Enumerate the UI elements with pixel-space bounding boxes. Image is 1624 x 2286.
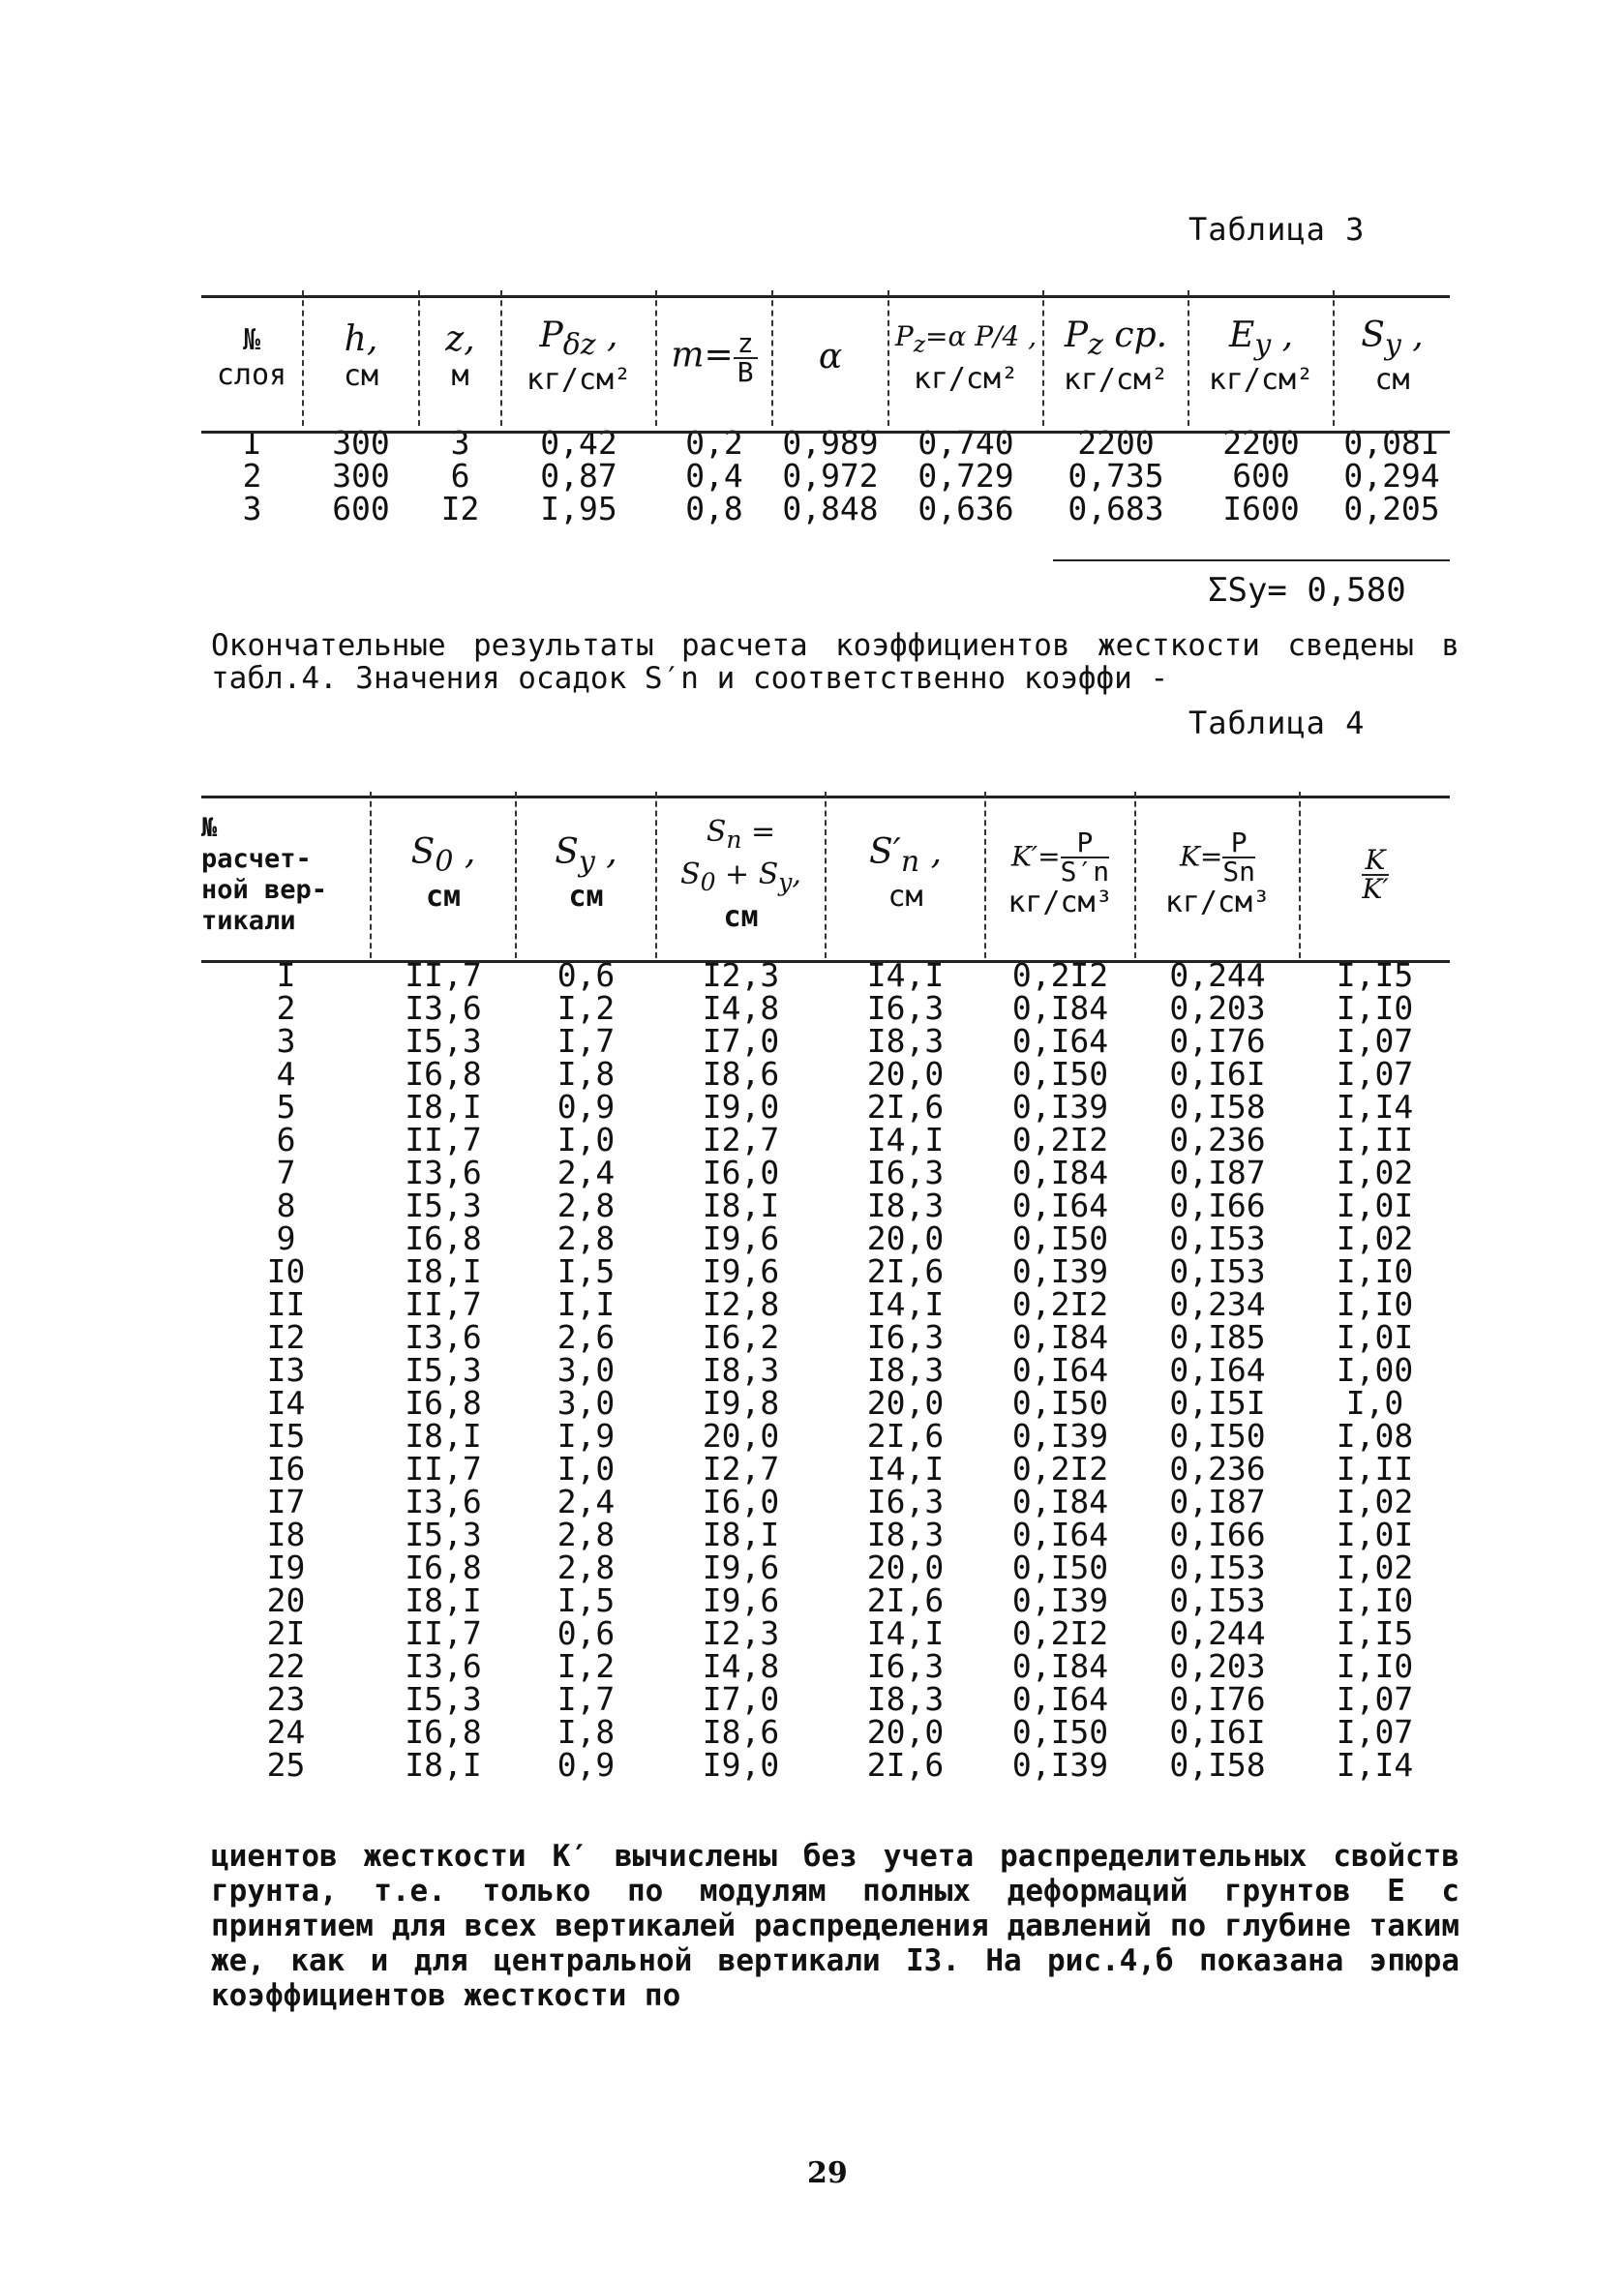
- t3-cell: 300: [332, 456, 390, 495]
- table4-row: [201, 1649, 1450, 1682]
- t4-cell: I8,3: [866, 1186, 945, 1224]
- t4-cell: 0,I50: [1011, 1383, 1109, 1422]
- t4-cell: I,8: [556, 1712, 616, 1751]
- t4-cell: I7: [266, 1482, 306, 1520]
- t4-cell: 20,0: [702, 1416, 780, 1455]
- t3-cell: 0,294: [1343, 456, 1440, 495]
- t4-cell: I,9: [556, 1416, 616, 1455]
- t3-cell: 6: [450, 456, 470, 495]
- table3-bottom-rule: [1053, 559, 1450, 561]
- t4-cell: 0,I5I: [1169, 1383, 1266, 1422]
- t4-cell: 0,2I2: [1011, 1120, 1109, 1158]
- t4-cell: I6,0: [702, 1482, 780, 1520]
- t4-cell: 20: [266, 1580, 306, 1619]
- t3-header-m: m= $\frac{z}{B}$: [656, 290, 772, 426]
- t3-cell: 3: [242, 489, 262, 527]
- t4-cell: I8,6: [702, 1054, 780, 1093]
- t4-cell: I8,I: [702, 1186, 780, 1224]
- t4-cell: 0,I66: [1169, 1515, 1266, 1553]
- t4-cell: I5: [266, 1416, 306, 1455]
- t4-cell: I4: [266, 1383, 306, 1422]
- t4-cell: 0,9: [556, 1745, 616, 1784]
- t4-cell: I9: [266, 1548, 306, 1586]
- t3-cell: I: [242, 423, 262, 462]
- table3-row: [201, 492, 1450, 525]
- t4-cell: I4,I: [866, 1284, 945, 1323]
- t4-cell: I2,7: [702, 1120, 780, 1158]
- t4-cell: 0,236: [1169, 1449, 1266, 1488]
- t3-header-z: z, м: [419, 290, 501, 426]
- t4-cell: 0,I50: [1011, 1712, 1109, 1751]
- t4-cell: 0,I76: [1169, 1021, 1266, 1060]
- t4-cell: I,0I: [1336, 1317, 1414, 1356]
- t4-cell: I,02: [1336, 1153, 1414, 1191]
- t4-cell: 25: [266, 1745, 306, 1784]
- t4-cell: I6,8: [405, 1712, 482, 1751]
- t4-cell: I6,2: [702, 1317, 780, 1356]
- t3-cell: 0,729: [917, 456, 1014, 495]
- t4-cell: 2,6: [556, 1317, 616, 1356]
- t4-cell: 0,I50: [1011, 1054, 1109, 1093]
- table4-row: [201, 1682, 1450, 1715]
- t4-cell: 0,I84: [1011, 1646, 1109, 1685]
- table4-row: [201, 958, 1450, 991]
- t4-cell: I,2: [556, 1646, 616, 1685]
- table4-caption: Таблица 4: [1188, 705, 1366, 741]
- t4-cell: 0,6: [556, 1613, 616, 1652]
- t4-cell: 4: [276, 1054, 296, 1093]
- table4-row: [201, 1320, 1450, 1353]
- t4-cell: 0,203: [1169, 1646, 1266, 1685]
- t4-cell: 3,0: [556, 1383, 616, 1422]
- t4-cell: I4,I: [866, 1449, 945, 1488]
- table4: [201, 792, 1450, 1784]
- t4-cell: 0,I64: [1169, 1350, 1266, 1389]
- t3-cell: I,95: [540, 489, 617, 527]
- t4-cell: 0,234: [1169, 1284, 1266, 1323]
- t3-cell: 0,735: [1068, 456, 1164, 495]
- table4-row: [201, 1715, 1450, 1748]
- t4-cell: I5,3: [405, 1679, 482, 1718]
- t4-cell: I7,0: [702, 1021, 780, 1060]
- t4-cell: I,II: [1336, 1449, 1414, 1488]
- t4-cell: I5,3: [405, 1515, 482, 1553]
- t4-cell: I,I0: [1336, 1580, 1414, 1619]
- t4-cell: II,7: [405, 1613, 482, 1652]
- table4-row: [201, 1748, 1450, 1781]
- t4-cell: I,02: [1336, 1218, 1414, 1257]
- t4-cell: 0,I39: [1011, 1416, 1109, 1455]
- t4-cell: 0,I50: [1169, 1416, 1266, 1455]
- t4-header-sn: $S_n$ = $S_0 + S_y$, см: [656, 792, 826, 958]
- t4-cell: I2,3: [702, 955, 780, 994]
- t4-cell: 0,I84: [1011, 1482, 1109, 1520]
- t4-cell: I,2: [556, 988, 616, 1027]
- table4-row: [201, 1518, 1450, 1550]
- t4-header-sy: $S_y$ , см: [516, 792, 656, 958]
- t3-header-ey: $E_y$ , кг/см²: [1188, 290, 1334, 426]
- table4-row: [201, 1057, 1450, 1090]
- table4-row: [201, 1254, 1450, 1287]
- t4-cell: I,07: [1336, 1712, 1414, 1751]
- t3-header-alpha: α: [772, 290, 888, 426]
- t3-cell: 0,848: [782, 489, 879, 527]
- t4-cell: 8: [276, 1186, 296, 1224]
- t4-cell: 0,I85: [1169, 1317, 1266, 1356]
- t4-cell: I4,I: [866, 955, 945, 994]
- table4-row: [201, 1188, 1450, 1221]
- t3-cell: 0,87: [540, 456, 617, 495]
- t4-cell: I4,8: [702, 1646, 780, 1685]
- t4-cell: 0,I84: [1011, 1153, 1109, 1191]
- t4-cell: I8,3: [702, 1350, 780, 1389]
- t4-cell: II,7: [405, 1120, 482, 1158]
- t4-cell: I,I4: [1336, 1087, 1414, 1126]
- t4-cell: 0,I6I: [1169, 1054, 1266, 1093]
- t4-cell: II: [266, 1284, 306, 1323]
- t4-cell: I,5: [556, 1251, 616, 1290]
- t4-cell: I8,I: [405, 1416, 482, 1455]
- t4-cell: 0,I53: [1169, 1251, 1266, 1290]
- t4-cell: 22: [266, 1646, 306, 1685]
- t3-cell: 0,740: [917, 423, 1014, 462]
- t4-cell: I8,3: [866, 1350, 945, 1389]
- t4-cell: I6,0: [702, 1153, 780, 1191]
- table3: [201, 290, 1450, 525]
- t4-cell: I9,6: [702, 1548, 780, 1586]
- t4-cell: 0,6: [556, 955, 616, 994]
- table3-caption: Таблица 3: [1188, 211, 1366, 248]
- t4-cell: I3: [266, 1350, 306, 1389]
- t4-cell: I5,3: [405, 1350, 482, 1389]
- t4-cell: I,08: [1336, 1416, 1414, 1455]
- t4-cell: I6,8: [405, 1548, 482, 1586]
- t4-cell: 3: [276, 1021, 296, 1060]
- t4-cell: I8,I: [702, 1515, 780, 1553]
- t4-cell: I6,3: [866, 1317, 945, 1356]
- t3-cell: 300: [332, 423, 390, 462]
- t4-cell: I2,7: [702, 1449, 780, 1488]
- t4-cell: I7,0: [702, 1679, 780, 1718]
- t3-cell: 600: [332, 489, 390, 527]
- t3-cell: 2200: [1222, 423, 1300, 462]
- t4-cell: I,I0: [1336, 1251, 1414, 1290]
- t4-cell: I3,6: [405, 1482, 482, 1520]
- t4-cell: 2I,6: [866, 1416, 945, 1455]
- t4-cell: 0,2I2: [1011, 1449, 1109, 1488]
- t4-cell: II,7: [405, 1449, 482, 1488]
- t4-cell: I3,6: [405, 988, 482, 1027]
- t4-cell: 0,I87: [1169, 1482, 1266, 1520]
- t3-cell: I2: [440, 489, 480, 527]
- t4-cell: I,0I: [1336, 1515, 1414, 1553]
- t4-cell: II,7: [405, 955, 482, 994]
- t4-cell: I,7: [556, 1679, 616, 1718]
- t4-cell: I8,3: [866, 1515, 945, 1553]
- table4-row: [201, 1123, 1450, 1156]
- t4-cell: I,7: [556, 1021, 616, 1060]
- table4-row: [201, 1156, 1450, 1188]
- t4-cell: 0,I39: [1011, 1251, 1109, 1290]
- t4-cell: I,II: [1336, 1120, 1414, 1158]
- t4-cell: I8,I: [405, 1580, 482, 1619]
- t4-header-k-prime: K′= $\frac{P}{S'n}$ кг/см³: [985, 792, 1135, 958]
- table4-row: [201, 1221, 1450, 1254]
- t4-cell: 2,4: [556, 1153, 616, 1191]
- table4-row: [201, 1024, 1450, 1057]
- t4-cell: 0,I64: [1011, 1021, 1109, 1060]
- t4-cell: 0,I64: [1011, 1350, 1109, 1389]
- t4-cell: 0,203: [1169, 988, 1266, 1027]
- table4-header-rule: [201, 960, 1450, 963]
- t4-cell: 2,8: [556, 1186, 616, 1224]
- t3-cell: 0,4: [685, 456, 743, 495]
- t4-cell: 2I,6: [866, 1251, 945, 1290]
- t4-cell: 0,2I2: [1011, 1284, 1109, 1323]
- t4-cell: I6,3: [866, 1153, 945, 1191]
- t4-cell: 20,0: [866, 1548, 945, 1586]
- t4-cell: I,0: [556, 1120, 616, 1158]
- t4-cell: I8,I: [405, 1745, 482, 1784]
- t4-cell: II,7: [405, 1284, 482, 1323]
- t4-cell: I5,3: [405, 1021, 482, 1060]
- page-number: 29: [807, 2156, 848, 2190]
- table4-row: [201, 1419, 1450, 1452]
- t4-cell: 0,I58: [1169, 1087, 1266, 1126]
- t4-cell: I,I0: [1336, 1646, 1414, 1685]
- table3-header-rule: [201, 431, 1450, 434]
- t4-cell: I,5: [556, 1580, 616, 1619]
- t4-cell: I,0I: [1336, 1186, 1414, 1224]
- t3-header-sy: $S_y$ , см: [1334, 290, 1450, 426]
- t4-cell: I3,6: [405, 1317, 482, 1356]
- t4-cell: 0,I64: [1011, 1186, 1109, 1224]
- t4-cell: 20,0: [866, 1054, 945, 1093]
- t4-cell: 24: [266, 1712, 306, 1751]
- t4-cell: I6,3: [866, 988, 945, 1027]
- t4-cell: 0,I64: [1011, 1515, 1109, 1553]
- t4-cell: 2I,6: [866, 1087, 945, 1126]
- t4-cell: 0,I39: [1011, 1745, 1109, 1784]
- t4-header-sn-prime: $S'_n$ , см: [826, 792, 985, 958]
- t4-cell: I6,3: [866, 1646, 945, 1685]
- t4-cell: 0,I76: [1169, 1679, 1266, 1718]
- t4-cell: 0,I66: [1169, 1186, 1266, 1224]
- t4-cell: I,I5: [1336, 955, 1414, 994]
- t4-header-vertical: № расчет- ной вер- тикали: [201, 813, 328, 936]
- t4-cell: 2,4: [556, 1482, 616, 1520]
- t3-header-pdz: $P_{\delta z}$ , кг/см²: [501, 290, 656, 426]
- t4-cell: I8,3: [866, 1021, 945, 1060]
- table4-row: [201, 1583, 1450, 1616]
- t4-cell: I8,I: [405, 1087, 482, 1126]
- t4-cell: I6,8: [405, 1054, 482, 1093]
- t3-cell: 2: [242, 456, 262, 495]
- t4-cell: I,07: [1336, 1054, 1414, 1093]
- t4-cell: 0,244: [1169, 955, 1266, 994]
- t4-cell: 2,8: [556, 1548, 616, 1586]
- table3-sum: ΣSy= 0,580: [1208, 571, 1406, 610]
- t4-cell: I,0: [1345, 1383, 1404, 1422]
- t4-cell: I4,I: [866, 1120, 945, 1158]
- t4-cell: 7: [276, 1153, 296, 1191]
- t4-cell: I6,8: [405, 1218, 482, 1257]
- t4-cell: 2I,6: [866, 1745, 945, 1784]
- table3-row: [201, 459, 1450, 492]
- t4-cell: 0,I84: [1011, 988, 1109, 1027]
- table4-row: [201, 1287, 1450, 1320]
- t4-cell: 0,I50: [1011, 1218, 1109, 1257]
- t4-cell: I,02: [1336, 1482, 1414, 1520]
- t4-cell: 23: [266, 1679, 306, 1718]
- t3-cell: I600: [1222, 489, 1300, 527]
- t3-cell: 0,8: [685, 489, 743, 527]
- table4-row: [201, 1353, 1450, 1386]
- t4-cell: 0,I84: [1011, 1317, 1109, 1356]
- t4-cell: 20,0: [866, 1712, 945, 1751]
- t4-cell: 0,I53: [1169, 1218, 1266, 1257]
- t4-cell: I9,0: [702, 1087, 780, 1126]
- t4-cell: I8,I: [405, 1251, 482, 1290]
- t4-cell: I8: [266, 1515, 306, 1553]
- t4-cell: 2: [276, 988, 296, 1027]
- t3-cell: 600: [1232, 456, 1290, 495]
- t4-cell: 0,I39: [1011, 1087, 1109, 1126]
- t4-cell: 0,I87: [1169, 1153, 1266, 1191]
- t3-cell: 0,989: [782, 423, 879, 462]
- t4-header-k: K= $\frac{P}{Sn}$ кг/см³: [1135, 792, 1300, 958]
- t4-cell: 5: [276, 1087, 296, 1126]
- t4-cell: 3,0: [556, 1350, 616, 1389]
- t4-cell: I9,0: [702, 1745, 780, 1784]
- t4-cell: 2,8: [556, 1515, 616, 1553]
- t4-cell: I9,6: [702, 1580, 780, 1619]
- t4-cell: I5,3: [405, 1186, 482, 1224]
- t4-cell: I9,6: [702, 1218, 780, 1257]
- t4-cell: 0,I6I: [1169, 1712, 1266, 1751]
- t4-cell: I,00: [1336, 1350, 1414, 1389]
- t3-cell: 0,636: [917, 489, 1014, 527]
- t3-cell: 0,972: [782, 456, 879, 495]
- table4-row: [201, 1550, 1450, 1583]
- t3-cell: 0,205: [1343, 489, 1440, 527]
- t3-cell: 0,08I: [1343, 423, 1440, 462]
- t4-cell: I,02: [1336, 1548, 1414, 1586]
- paragraph-1: Окончательные результаты расчета коэффициентов жесткости сведены в табл.4. Значения осадок S′n и соответственно коэффи -: [211, 628, 1459, 696]
- t3-cell: 0,42: [540, 423, 617, 462]
- t4-cell: I,I5: [1336, 1613, 1414, 1652]
- t3-cell: 3: [450, 423, 470, 462]
- t4-cell: 2,8: [556, 1218, 616, 1257]
- t4-cell: I8,6: [702, 1712, 780, 1751]
- table4-row: [201, 1386, 1450, 1419]
- t4-cell: I2,8: [702, 1284, 780, 1323]
- t3-header-pzcp: $P_z$ ср. кг/см²: [1043, 290, 1188, 426]
- t4-header-ratio: $\frac{K}{K'}$: [1300, 792, 1450, 958]
- t4-cell: 0,I50: [1011, 1548, 1109, 1586]
- t4-cell: I0: [266, 1251, 306, 1290]
- t4-cell: I2,3: [702, 1613, 780, 1652]
- t4-cell: I,07: [1336, 1021, 1414, 1060]
- t4-cell: I9,8: [702, 1383, 780, 1422]
- t4-cell: I6: [266, 1449, 306, 1488]
- t4-cell: I,I4: [1336, 1745, 1414, 1784]
- t4-cell: 0,I53: [1169, 1548, 1266, 1586]
- table4-row: [201, 1090, 1450, 1123]
- t4-cell: I,8: [556, 1054, 616, 1093]
- t4-cell: I2: [266, 1317, 306, 1356]
- t4-cell: 20,0: [866, 1218, 945, 1257]
- table4-row: [201, 1452, 1450, 1485]
- t4-cell: I,07: [1336, 1679, 1414, 1718]
- t4-header-s0: $S_0$ , см: [371, 792, 516, 958]
- t3-header-h: h, см: [303, 290, 419, 426]
- t4-cell: I3,6: [405, 1153, 482, 1191]
- t3-header-layer: № слоя: [216, 323, 287, 392]
- t4-cell: I8,3: [866, 1679, 945, 1718]
- t4-cell: 0,2I2: [1011, 1613, 1109, 1652]
- t4-cell: 2I: [266, 1613, 306, 1652]
- t4-cell: 9: [276, 1218, 296, 1257]
- table4-row: [201, 991, 1450, 1024]
- t4-cell: I,0: [556, 1449, 616, 1488]
- t4-cell: 0,2I2: [1011, 955, 1109, 994]
- t4-cell: 0,9: [556, 1087, 616, 1126]
- t3-cell: 0,2: [685, 423, 743, 462]
- t4-cell: I9,6: [702, 1251, 780, 1290]
- t4-cell: 0,I58: [1169, 1745, 1266, 1784]
- paragraph-2: циентов жесткости K′ вычислены без учета распределительных свойств грунта, т.е. только по модулям полных деформаций грунтов E с принятием для всех вертикалей распределения давлений по глубине таким же, как и для центральной вертикали I3. На рис.4,б показана эпюра коэффициентов жесткости по: [211, 1839, 1459, 2013]
- t4-cell: 0,I53: [1169, 1580, 1266, 1619]
- t4-cell: I4,8: [702, 988, 780, 1027]
- t4-cell: I: [276, 955, 296, 994]
- t4-cell: I6,8: [405, 1383, 482, 1422]
- t4-cell: I6,3: [866, 1482, 945, 1520]
- t4-cell: I3,6: [405, 1646, 482, 1685]
- t3-cell: 0,683: [1068, 489, 1164, 527]
- t4-cell: 2I,6: [866, 1580, 945, 1619]
- t4-cell: 0,236: [1169, 1120, 1266, 1158]
- t3-header-pz: $P_z=\alpha$ P/4 , кг/см²: [888, 290, 1043, 426]
- table4-row: [201, 1616, 1450, 1649]
- t4-cell: I,I: [556, 1284, 616, 1323]
- t4-cell: 6: [276, 1120, 296, 1158]
- t4-cell: 20,0: [866, 1383, 945, 1422]
- t4-cell: I,I0: [1336, 988, 1414, 1027]
- t4-cell: 0,I64: [1011, 1679, 1109, 1718]
- t4-cell: I4,I: [866, 1613, 945, 1652]
- t4-cell: 0,I39: [1011, 1580, 1109, 1619]
- t4-cell: 0,244: [1169, 1613, 1266, 1652]
- table4-body: [201, 955, 1450, 1784]
- t4-cell: I,I0: [1336, 1284, 1414, 1323]
- t3-cell: 2200: [1077, 423, 1155, 462]
- table4-row: [201, 1485, 1450, 1518]
